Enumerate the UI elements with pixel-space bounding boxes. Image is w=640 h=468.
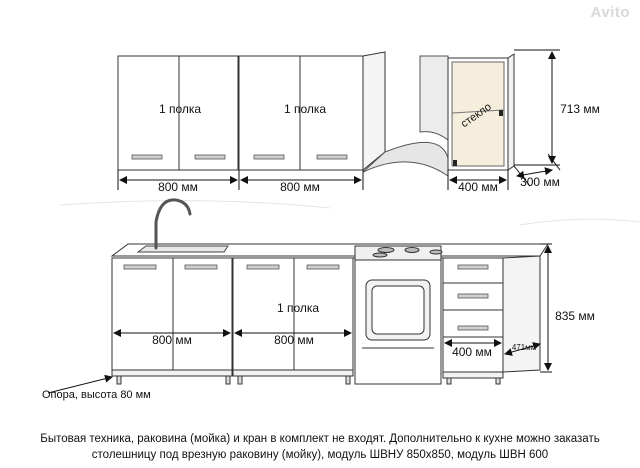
handle [195,155,225,159]
lower-middle-width-label: 800 мм [274,333,314,347]
upper-height-label: 713 мм [560,102,600,116]
lower-height-label: 835 мм [555,309,595,323]
sink [138,246,228,252]
glass-label: стекло [458,100,494,131]
caption-line-2: столешницу под врезную раковину (мойку), модуль ШВНУ 850х850, модуль ШВН 600 [91,449,549,461]
handle [254,155,284,159]
lower-drawers-width-label: 400 мм [452,345,492,359]
handle [307,265,339,269]
handle [185,265,217,269]
faucet-icon [156,200,190,248]
upper-middle-width-label: 800 мм [280,180,320,194]
lower-cabinet-drawers [443,256,540,378]
avito-watermark: Avito [590,4,630,21]
handle [317,155,347,159]
handle [124,265,156,269]
handle [247,265,279,269]
upper-left-shelf-label: 1 полка [158,102,202,116]
background-ghost [60,201,640,225]
caption-line-1: Бытовая техника, раковина (мойка) и кран в комплект не входят. Дополнительно к кухне можно заказать [40,433,600,445]
lower-depth-label: 471мм [511,343,537,352]
lower-left-width-label: 800 мм [152,333,192,347]
handle [458,265,488,269]
handle [458,326,488,330]
upper-glass-width-label: 400 мм [458,180,498,194]
upper-depth-label: 300 мм [520,175,560,189]
upper-cabinet-side [363,52,385,170]
handle [132,155,162,159]
support-label: Опора, высота 80 мм [42,389,151,401]
upper-left-width-label: 800 мм [158,180,198,194]
lower-cabinet-left [112,258,232,376]
handle [458,294,488,298]
stove [355,246,442,384]
upper-middle-shelf-label: 1 полка [283,102,327,116]
lower-middle-shelf-label: 1 полка [276,301,320,315]
lower-cabinet-middle [233,258,353,376]
